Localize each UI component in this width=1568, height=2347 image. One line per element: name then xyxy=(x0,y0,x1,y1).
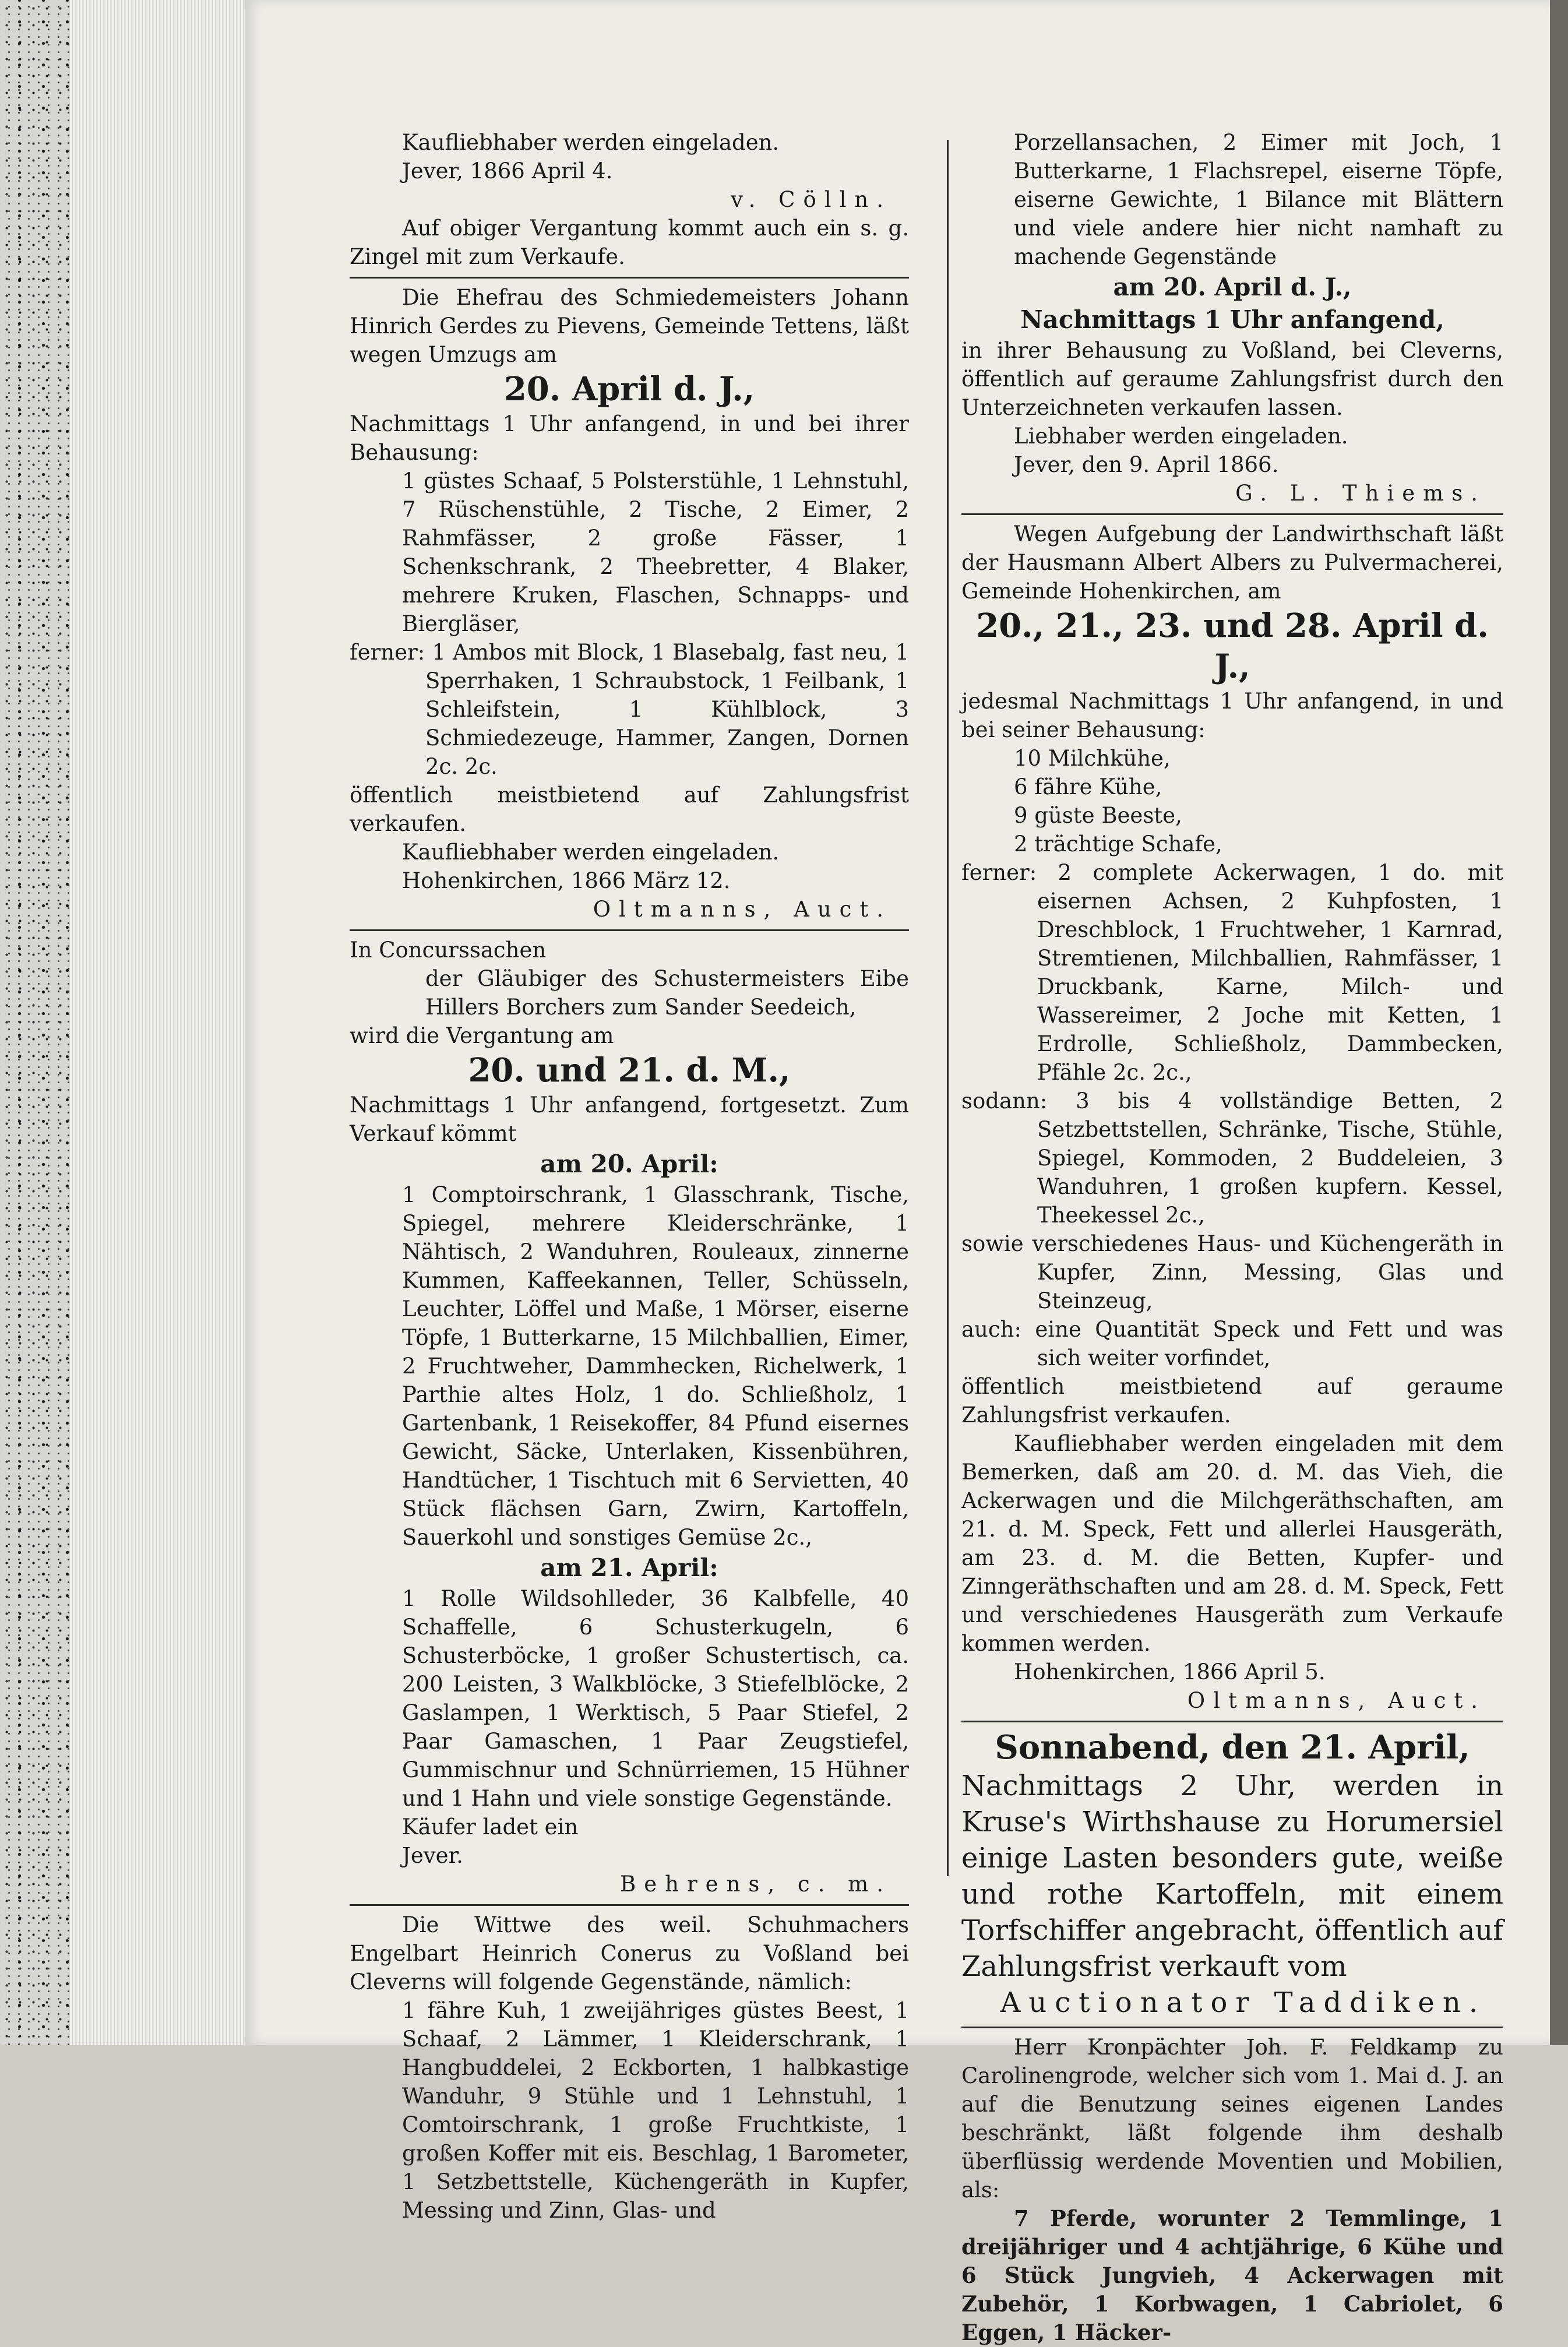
ad-albers xyxy=(961,520,1503,1715)
ad-items-more: sowie verschiedenes Haus- und Küchengeräth in Kupfer, Zinn, Messing, Glas und Steinzeug, xyxy=(961,1231,1503,1313)
ad-subheading: am 20. April: xyxy=(540,1150,718,1178)
ad-item: 10 Milchkühe, xyxy=(1014,746,1171,771)
ad-gerdes xyxy=(350,283,909,924)
ad-place: Jever, den 9. April 1866. xyxy=(1014,452,1279,477)
ad-items-more: sodann: 3 bis 4 vollständige Betten, 2 Setzbettstellen, Schränke, Tische, Stühle, Spiegel, Kommoden, 2 Buddeleien, 3 Wanduhren, 1 großen kupfern. Kessel, Theekessel 2c., xyxy=(961,1088,1503,1228)
column-divider xyxy=(947,140,949,1876)
ad-signature: Oltmanns, Auct. xyxy=(593,897,892,922)
ad-items: 1 Comptoirschrank, 1 Glasschrank, Tische, Spiegel, mehrere Kleiderschränke, 1 Nähtisch, 2 Wanduhren, Rouleaux, zinnerne Kummen, Kaffeekannen, Teller, Schüsseln, Leuchter, Löffel und Maße, 1 Mörser, eiserne Töpfe, 1 Butterkarne, 15 Milchballien, Eimer, 2 Fruchtweher, Dammhecken, Richelwerk, 1 Parthie altes Holz, 1 do. Schließholz, 1 Gartenbank, 1 Reisekoffer, 84 Pfund eisernes Gewicht, Säcke, Unterlaken, Kissenbühren, Handtücher, 1 Tischtuch mit 6 Servietten, 40 Stück flächsen Garn, Zwirn, Kartoffeln, Sauerkohl und sonstiges Gemüse 2c., xyxy=(402,1182,909,1550)
ad-conerus xyxy=(350,1911,909,2225)
ad-note: Kaufliebhaber werden eingeladen mit dem Bemerken, daß am 20. d. M. das Vieh, die Ackerwagen und die Milchgeräthschaften, am 21. d. M. Speck, Fett und allerlei Hausgeräth, am 23. d. M. die Betten, Kupfer- und Zinngeräthschaften und am 28. d. M. Speck, Fett und verschiedenes Hausgeräth zum Verkaufe kommen werden. xyxy=(961,1431,1503,1656)
ad-intro: Die Ehefrau des Schmiedemeisters Johann Hinrich Gerdes zu Pievens, Gemeinde Tettens, läßt wegen Umzugs am xyxy=(350,285,909,367)
ad-date: 20., 21., 23. und 28. April d. J., xyxy=(976,607,1489,686)
ad-separator xyxy=(350,1904,909,1906)
ad-separator xyxy=(961,2027,1503,2028)
ad-place: Hohenkirchen, 1866 April 5. xyxy=(1014,1659,1326,1685)
ad-line: wird die Vergantung am xyxy=(350,1023,614,1048)
ad-place: Hohenkirchen, 1866 März 12. xyxy=(402,868,731,893)
ad-item: 2 trächtige Schafe, xyxy=(1014,831,1222,857)
ad-date: am 20. April d. J., xyxy=(1113,273,1352,301)
ad-borchers xyxy=(350,936,909,1898)
ad-coelln xyxy=(350,128,909,271)
ad-place: Jever. xyxy=(402,1843,463,1868)
ad-date: 20. April d. J., xyxy=(503,370,755,408)
ad-buyers: Käufer ladet ein xyxy=(402,1814,579,1839)
ad-invite: Liebhaber werden eingeladen. xyxy=(1014,424,1348,449)
ad-date: 20. und 21. d. M., xyxy=(468,1051,791,1090)
ad-sale: öffentlich meistbietend auf Zahlungsfrist verkaufen. xyxy=(350,783,909,836)
ad-time: Nachmittags 1 Uhr anfangend, fortgesetzt. Zum Verkauf kömmt xyxy=(350,1093,909,1146)
ad-items-more: auch: eine Quantität Speck und Fett und was sich weiter vorfindet, xyxy=(961,1317,1503,1370)
ad-items: 1 fähre Kuh, 1 zweijähriges güstes Beest, 1 Schaaf, 2 Lämmer, 1 Kleiderschrank, 1 Hangbuddelei, 2 Eckborten, 1 halbkastige Wanduhr, 9 Stühle und 1 Lehnstuhl, 1 Comtoirschrank, 1 große Fruchtkiste, 1 großen Koffer mit eis. Beschlag, 1 Barometer, 1 Setzbettstelle, Küchengeräth in Kupfer, Messing und Zinn, Glas- und xyxy=(402,1998,909,2223)
ad-items: 1 güstes Schaaf, 5 Polsterstühle, 1 Lehnstuhl, 7 Rüschenstühle, 2 Tische, 2 Eimer, 2 Rahmfässer, 2 große Fässer, 1 Schenkschrank, 2 Theebretter, 4 Blaker, mehrere Kruken, Flaschen, Schnapps- und Biergläser, xyxy=(402,468,909,636)
ad-body: Nachmittags 2 Uhr, werden in Kruse's Wirthshause zu Horumersiel einige Lasten besonders gute, weiße und rothe Kartoffeln, mit einem Torfschiffer angebracht, öffentlich auf Zahlungsfrist verkauft vom xyxy=(961,1770,1503,1983)
page-edge-speckle xyxy=(0,0,70,2045)
ad-line: Kaufliebhaber werden eingeladen. xyxy=(402,130,780,155)
ad-conerus-continued xyxy=(961,128,1503,508)
ad-invite: Kaufliebhaber werden eingeladen. xyxy=(402,840,780,865)
ad-feldkamp xyxy=(961,2033,1503,2347)
ad-line: der Gläubiger des Schustermeisters Eibe Hillers Borchers zum Sander Seedeich, xyxy=(425,966,909,1020)
scan-border xyxy=(1550,0,1568,2045)
ad-signature: G. L. Thiems. xyxy=(1235,481,1486,506)
ad-time: jedesmal Nachmittags 1 Uhr anfangend, in und bei seiner Behausung: xyxy=(961,689,1503,742)
ad-items: Porzellansachen, 2 Eimer mit Joch, 1 Butterkarne, 1 Flachsrepel, eiserne Töpfe, eiserne Gewichte, 1 Bilance mit Blättern und viele andere hier nicht namhaft zu machende Gegenstände xyxy=(1014,130,1503,269)
ad-items-more: ferner: 1 Ambos mit Block, 1 Blasebalg, fast neu, 1 Sperrhaken, 1 Schraubstock, 1 Feilbank, 1 Schleifstein, 1 Kühlblock, 3 Schmiedezeuge, Hammer, Zangen, Dornen 2c. 2c. xyxy=(350,640,909,779)
ad-items: 1 Rolle Wildsohlleder, 36 Kalbfelle, 40 Schaffelle, 6 Schusterkugeln, 6 Schusterböcke, 1 großer Schustertisch, ca. 200 Leisten, 3 Walkblöcke, 3 Stiefelblöcke, 2 Gaslampen, 1 Werktisch, 5 Paar Stiefel, 2 Paar Gamaschen, 1 Paar Zeugstiefel, Gummischnur und Schnürriemen, 15 Hühner und 1 Hahn und viele sonstige Gegenstände. xyxy=(402,1586,909,1811)
ad-separator xyxy=(350,277,909,279)
ad-time: Nachmittags 1 Uhr anfangend, in und bei ihrer Behausung: xyxy=(350,411,909,465)
ad-time: Nachmittags 1 Uhr anfangend, xyxy=(1020,305,1444,334)
ad-signature: Auctionator Taddiken. xyxy=(1000,1986,1486,2019)
ad-line: In Concurssachen xyxy=(350,938,547,963)
ad-sale: öffentlich meistbietend auf geraume Zahlungsfrist verkaufen. xyxy=(961,1374,1503,1428)
ad-intro: Wegen Aufgebung der Landwirthschaft läßt der Hausmann Albert Albers zu Pulvermacherei, Gemeinde Hohenkirchen, am xyxy=(961,521,1503,604)
ad-signature: Oltmanns, Auct. xyxy=(1187,1688,1486,1713)
ad-signature: v. Cölln. xyxy=(731,187,892,212)
ad-separator xyxy=(350,929,909,931)
ad-taddiken xyxy=(961,1727,1503,2021)
ad-intro: Herr Kronpächter Joh. F. Feldkamp zu Carolinengrode, welcher sich vom 1. Mai d. J. an auf die Benutzung seines eigenen Landes beschränkt, läßt folgende ihm deshalb überflüssig werdende Moventien und Mobilien, als: xyxy=(961,2035,1503,2202)
ad-item: 6 fähre Kühe, xyxy=(1014,774,1162,799)
ad-separator xyxy=(961,1721,1503,1722)
ad-intro: Die Wittwe des weil. Schuhmachers Engelbart Heinrich Conerus zu Voßland bei Cleverns will folgende Gegenstände, nämlich: xyxy=(350,1912,909,1994)
ad-item: 9 güste Beeste, xyxy=(1014,803,1182,828)
ad-note: Auf obiger Vergantung kommt auch ein s. g. Zingel mit zum Verkaufe. xyxy=(350,216,909,269)
ad-signature: Behrens, c. m. xyxy=(620,1872,892,1897)
ad-date: Sonnabend, den 21. April, xyxy=(995,1728,1470,1767)
book-page-edges xyxy=(70,0,246,2045)
ad-subheading: am 21. April: xyxy=(540,1553,718,1582)
right-column xyxy=(961,128,1503,2347)
ad-line: Jever, 1866 April 4. xyxy=(402,158,613,184)
ad-separator xyxy=(961,513,1503,515)
ad-items-more: ferner: 2 complete Ackerwagen, 1 do. mit eisernen Achsen, 2 Kuhpfosten, 1 Dreschblock, 1 Fruchtweher, 1 Karnrad, Stremtienen, Milchballien, Rahmfässer, 1 Druckbank, Karne, Milch- und Wassereimer, 2 Joche mit Ketten, 1 Erdrolle, Schließholz, Dammbecken, Pfähle 2c. 2c., xyxy=(961,860,1503,1085)
ad-place-text: in ihrer Behausung zu Voßland, bei Cleverns, öffentlich auf geraume Zahlungsfrist durch den Unterzeichneten verkaufen lassen. xyxy=(961,338,1503,420)
ad-items: 7 Pferde, worunter 2 Temmlinge, 1 dreijähriger und 4 achtjährige, 6 Kühe und 6 Stück Jungvieh, 4 Ackerwagen mit Zubehör, 1 Korbwagen, 1 Cabriolet, 6 Eggen, 1 Häcker- xyxy=(961,2205,1503,2345)
left-column xyxy=(350,128,909,2225)
